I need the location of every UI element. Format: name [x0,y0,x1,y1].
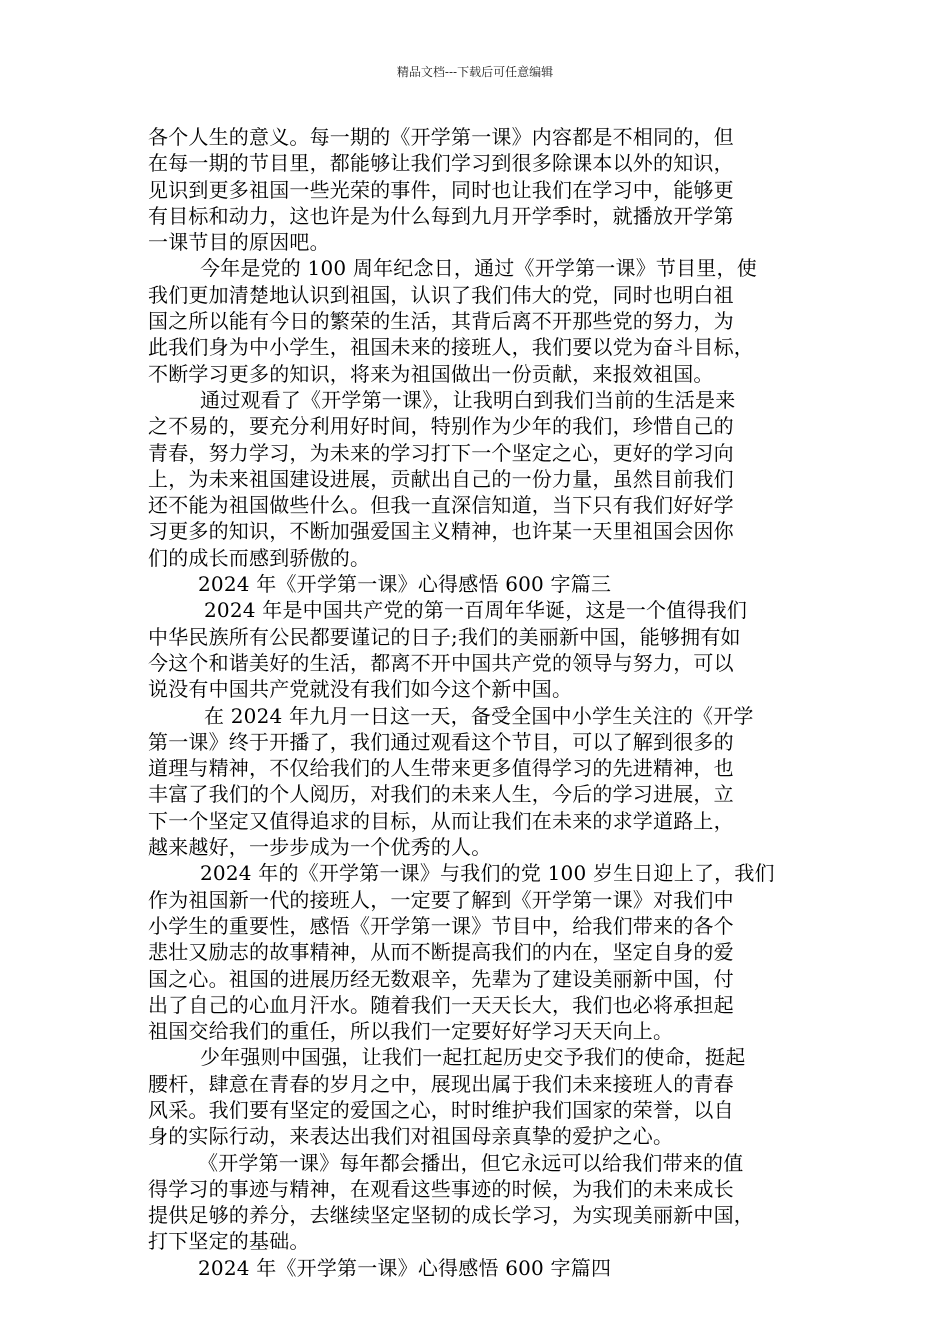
text-line: 说没有中国共产党就没有我们如今这个新中国。 [148,677,573,702]
text-line: 不断学习更多的知识，将来为祖国做出一份贡献，来报效祖国。 [148,361,714,386]
paragraph-start: 在 2024 年九月一日这一天，备受全国中小学生关注的《开学 [204,703,754,728]
section-heading: 2024 年《开学第一课》心得感悟 600 字篇三 [198,572,612,597]
text-line: 见识到更多祖国一些光荣的事件，同时也让我们在学习中，能够更 [148,177,734,202]
paragraph-start: 2024 年的《开学第一课》与我们的党 100 岁生日迎上了，我们 [200,861,775,886]
text-line: 小学生的重要性，感悟《开学第一课》节目中，给我们带来的各个 [148,913,734,938]
text-line: 们的成长而感到骄傲的。 [148,545,371,570]
text-line: 打下坚定的基础。 [148,1229,310,1254]
text-line: 此我们身为中小学生，祖国未来的接班人，我们要以党为奋斗目标， [148,335,754,360]
text-line: 在每一期的节目里，都能够让我们学习到很多除课本以外的知识， [148,151,734,176]
paragraph-start: 少年强则中国强，让我们一起扛起历史交予我们的使命，挺起 [200,1045,746,1070]
section-heading: 2024 年《开学第一课》心得感悟 600 字篇四 [198,1255,612,1280]
text-line: 之不易的，要充分利用好时间，特别作为少年的我们，珍惜自己的 [148,414,734,439]
paragraph-start: 今年是党的 100 周年纪念日，通过《开学第一课》节目里，使 [200,256,757,281]
text-line: 风采。我们要有坚定的爱国之心，时时维护我们国家的荣誉，以自 [148,1097,734,1122]
text-line: 我们更加清楚地认识到祖国，认识了我们伟大的党，同时也明白祖 [148,282,734,307]
page-header: 精品文档---下载后可任意编辑 [396,65,554,79]
text-line: 下一个坚定又值得追求的目标，从而让我们在未来的求学道路上， [148,808,734,833]
paragraph-start: 通过观看了《开学第一课》，让我明白到我们当前的生活是来 [200,387,736,412]
document-body [148,124,808,1281]
text-line: 中华民族所有公民都要谨记的日子;我们的美丽新中国，能够拥有如 [148,624,741,649]
text-line: 腰杆，肆意在青春的岁月之中，展现出属于我们未来接班人的青春 [148,1071,734,1096]
text-line: 国之所以能有今日的繁荣的生活，其背后离不开那些党的努力，为 [148,309,734,334]
text-line: 提供足够的养分，去继续坚定坚韧的成长学习，为实现美丽新中国， [148,1203,754,1228]
text-line: 国之心。祖国的进展历经无数艰辛，先辈为了建设美丽新中国，付 [148,966,734,991]
text-line: 丰富了我们的个人阅历，对我们的未来人生，今后的学习进展，立 [148,782,734,807]
paragraph-start: 2024 年是中国共产党的第一百周年华诞，这是一个值得我们 [204,598,748,623]
text-line: 悲壮又励志的故事精神，从而不断提高我们的内在，坚定自身的爱 [148,940,734,965]
text-line: 习更多的知识，不断加强爱国主义精神，也许某一天里祖国会因你 [148,519,734,544]
text-line: 今这个和谐美好的生活，都离不开中国共产党的领导与努力，可以 [148,650,734,675]
paragraph-start: 《开学第一课》每年都会播出，但它永远可以给我们带来的值 [198,1150,744,1175]
text-line: 上，为未来祖国建设进展，贡献出自己的一份力量，虽然目前我们 [148,466,734,491]
text-line: 青春，努力学习，为未来的学习打下一个坚定之心，更好的学习向 [148,440,734,465]
text-line: 作为祖国新一代的接班人，一定要了解到《开学第一课》对我们中 [148,887,734,912]
text-line: 还不能为祖国做些什么。但我一直深信知道，当下只有我们好好学 [148,493,734,518]
text-line: 得学习的事迹与精神，在观看这些事迹的时候，为我们的未来成长 [148,1176,734,1201]
text-line: 身的实际行动，来表达出我们对祖国母亲真挚的爱护之心。 [148,1124,674,1149]
text-line: 一课节目的原因吧。 [148,230,330,255]
text-line: 第一课》终于开播了，我们通过观看这个节目，可以了解到很多的 [148,729,734,754]
text-line: 道理与精神，不仅给我们的人生带来更多值得学习的先进精神，也 [148,756,734,781]
text-line: 出了自己的心血月汗水。随着我们一天天长大，我们也必将承担起 [148,992,734,1017]
text-line: 祖国交给我们的重任，所以我们一定要好好学习天天向上。 [148,1019,674,1044]
text-line: 越来越好，一步步成为一个优秀的人。 [148,835,492,860]
text-line: 各个人生的意义。每一期的《开学第一课》内容都是不相同的，但 [148,125,734,149]
text-line: 有目标和动力，这也许是为什么每到九月开学季时，就播放开学第 [148,203,734,228]
